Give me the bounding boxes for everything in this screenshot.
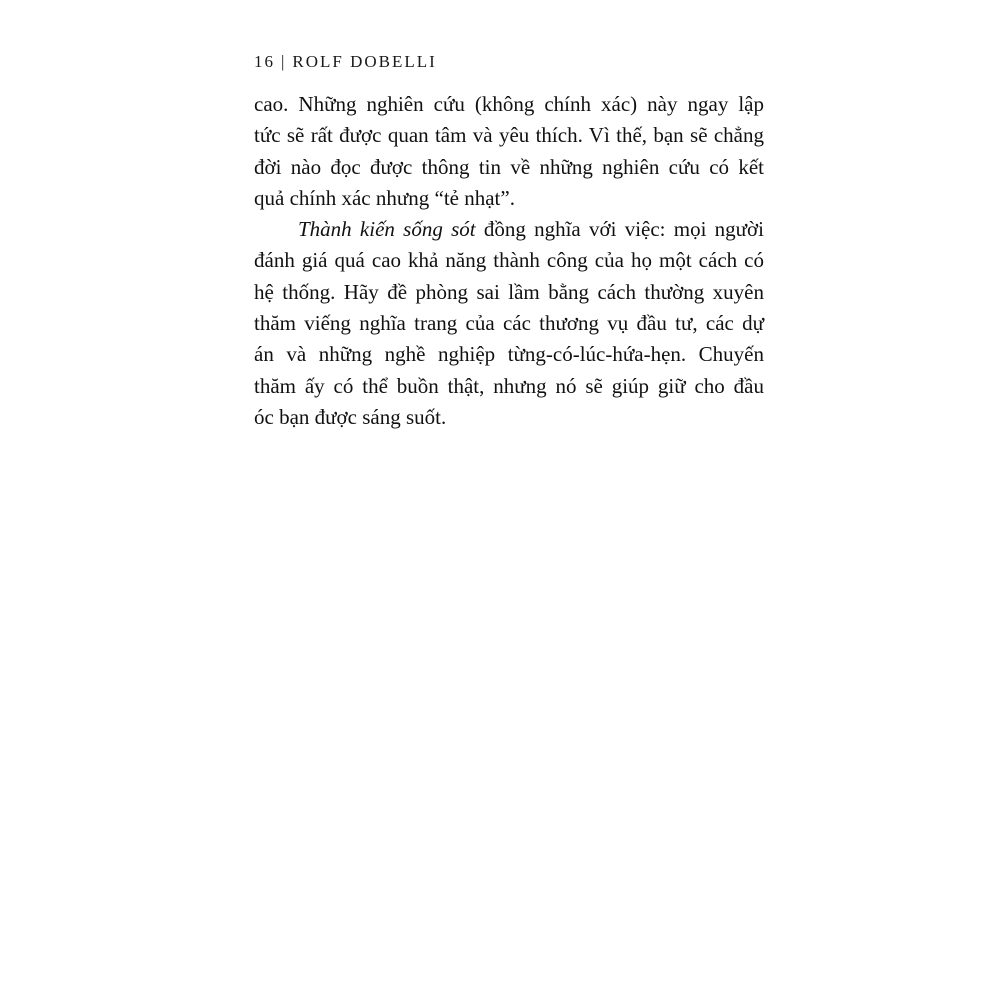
paragraph-1: [254, 89, 764, 214]
text-line: cao. Những nghiên cứu (không chính xác) này ngay lập: [254, 92, 764, 116]
italic-term: Thành kiến sống sót: [298, 217, 476, 242]
text-line: thăm viếng nghĩa trang của các thương vụ đầu tư, các dự: [254, 311, 764, 336]
text-line: [254, 214, 764, 245]
text-line: hệ thống. Hãy đề phòng sai lầm bằng cách thường xuyên: [254, 279, 764, 304]
text-line: án và những nghề nghiệp từng-có-lúc-hứa-hẹn. Chuyến: [254, 342, 764, 367]
text-line: đánh giá quá cao khả năng thành công của họ một cách có: [254, 248, 764, 273]
text-line: óc bạn được sáng suốt.: [254, 404, 447, 429]
page-number: 16: [254, 52, 275, 71]
paragraph-2: [254, 214, 764, 433]
text-line: quả chính xác nhưng “tẻ nhạt”.: [254, 185, 515, 210]
running-header: [254, 52, 437, 72]
text-segment: đồng nghĩa với việc: mọi người: [475, 217, 764, 242]
text-line: đời nào đọc được thông tin về những nghiên cứu có kết: [254, 154, 764, 179]
header-separator: |: [281, 52, 287, 71]
text-line: tức sẽ rất được quan tâm và yêu thích. Vì thế, bạn sẽ chẳng: [254, 123, 764, 148]
body-text: [254, 89, 764, 433]
text-line: thăm ấy có thể buồn thật, nhưng nó sẽ giúp giữ cho đầu: [254, 373, 764, 398]
author-name: ROLF DOBELLI: [292, 52, 437, 71]
